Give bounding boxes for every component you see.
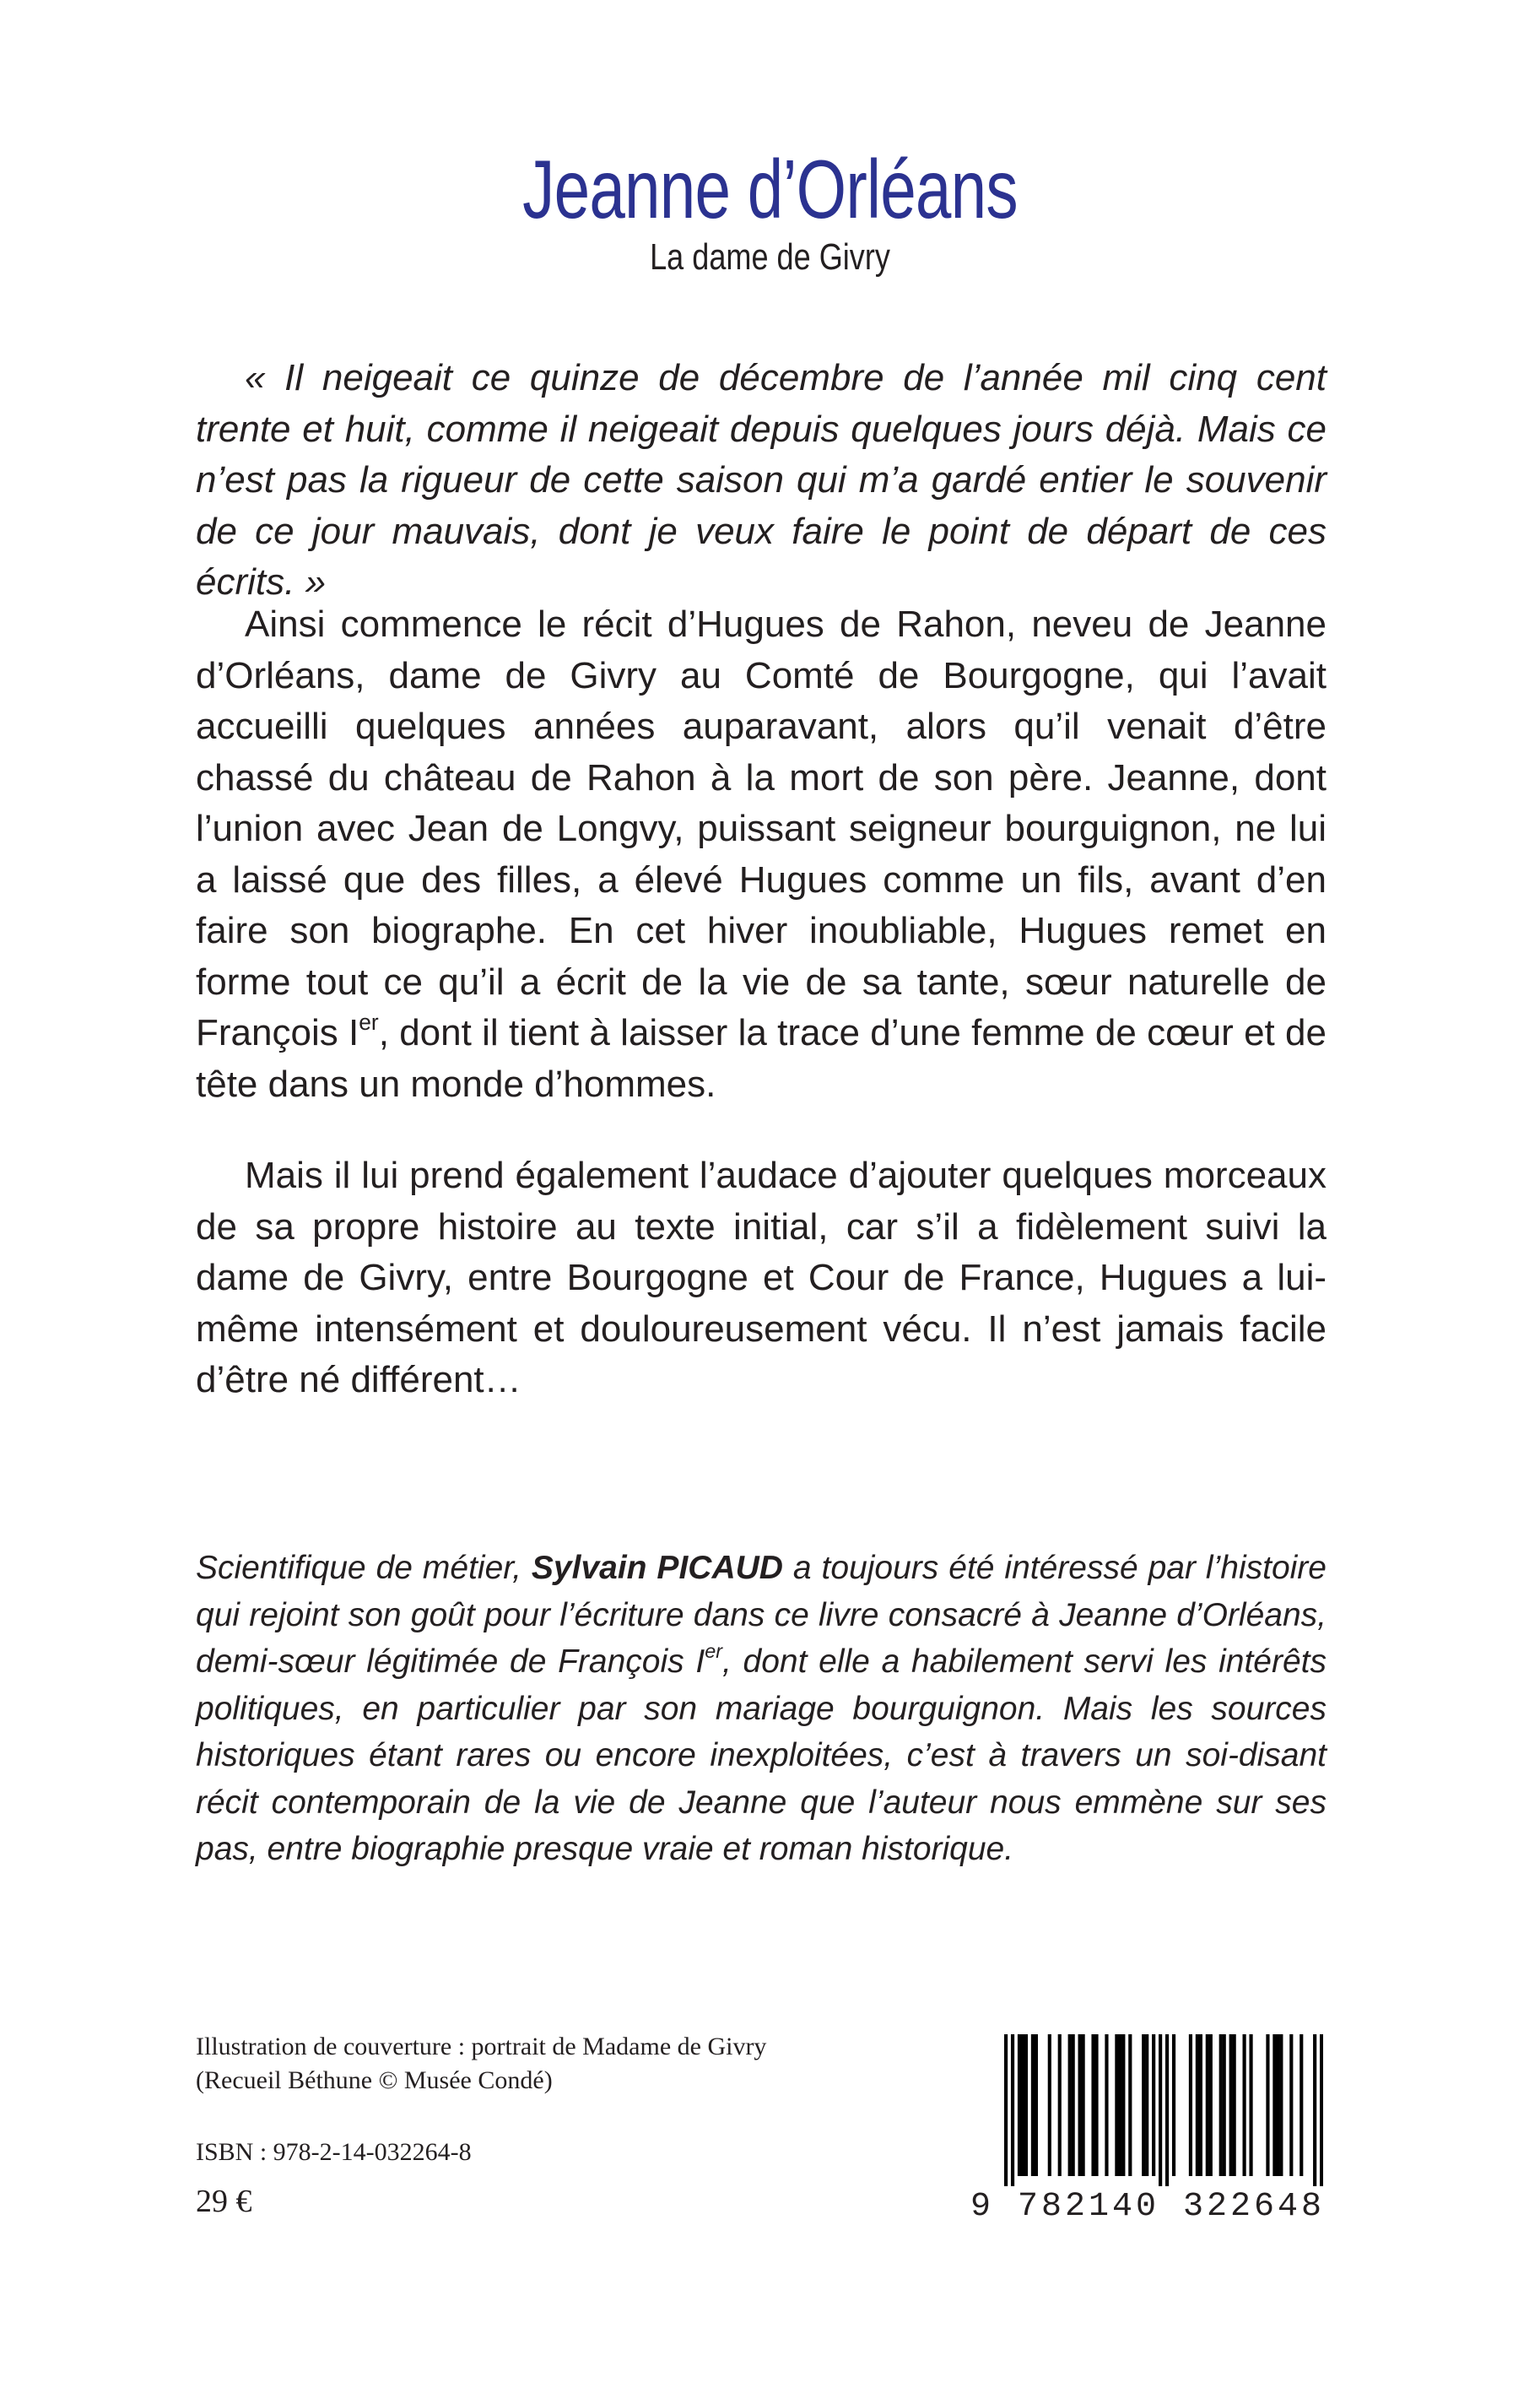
credits-line-2: (Recueil Béthune © Musée Condé) <box>196 2066 553 2094</box>
credits-line-1: Illustration de couverture : portrait de Madame de Givry <box>196 2033 767 2060</box>
barcode-bar <box>1021 2034 1024 2176</box>
author-bio <box>196 1545 1327 1873</box>
barcode-bar <box>1152 2034 1155 2176</box>
barcode-bar <box>1209 2034 1213 2176</box>
barcode-bar <box>1243 2034 1246 2176</box>
barcode-bar <box>1078 2034 1082 2176</box>
barcode-bar <box>1024 2034 1028 2176</box>
barcode <box>970 2034 1325 2228</box>
opening-quote: « Il neigeait ce quinze de décembre de l’année mil cinq cent trente et huit, comme il neigeait depuis quelques jours déjà. Mais ce n’est pas la rigueur de cette saison qui m’a gardé entier le souvenir de ce jour mauvais, dont je veux faire le point de départ de ces écrits. » <box>196 357 1327 603</box>
barcode-bar <box>1206 2034 1209 2176</box>
barcode-bar <box>1072 2034 1075 2176</box>
barcode-bar <box>1313 2034 1316 2186</box>
barcode-bar <box>1115 2034 1118 2176</box>
barcode-bar <box>1004 2034 1008 2186</box>
barcode-bar <box>1199 2034 1202 2176</box>
barcode-bar <box>1266 2034 1269 2176</box>
barcode-bar <box>1058 2034 1062 2176</box>
barcode-bar <box>1068 2034 1072 2176</box>
summary-paragraph-1 <box>196 599 1327 1110</box>
barcode-bar <box>1279 2034 1283 2176</box>
barcode-bar <box>1105 2034 1108 2176</box>
barcode-bar <box>1273 2034 1276 2176</box>
barcode-bar <box>1121 2034 1125 2176</box>
barcode-bar <box>1118 2034 1121 2176</box>
author-name: Sylvain PICAUD <box>531 1550 783 1586</box>
barcode-bar <box>1142 2034 1145 2176</box>
price: 29 € <box>196 2184 252 2219</box>
barcode-bar <box>1320 2034 1323 2186</box>
barcode-bar <box>1128 2034 1132 2176</box>
barcode-bar <box>1196 2034 1199 2176</box>
barcode-bar <box>1145 2034 1148 2176</box>
bio-text-b: a toujours été intéressé par l’histoire qui rejoint son goût pour l’écriture dans ce livre consacré à Jeanne d’Orléans, demi-sœur légitimée de François I <box>196 1550 1327 1680</box>
barcode-bar <box>1091 2034 1094 2176</box>
barcode-bar <box>1249 2034 1252 2176</box>
cover-credits <box>196 2030 766 2098</box>
book-subtitle: La dame de Givry <box>650 236 890 278</box>
book-title: Jeanne d’Orléans <box>522 143 1018 236</box>
barcode-bar <box>1094 2034 1098 2176</box>
barcode-bar <box>1159 2034 1162 2186</box>
summary-text-b: , dont il tient à laisser la trace d’une femme de cœur et de tête dans un monde d’hommes. <box>196 1012 1327 1105</box>
barcode-bars <box>1004 2034 1323 2186</box>
barcode-bar <box>1189 2034 1192 2176</box>
barcode-bar <box>1035 2034 1038 2176</box>
bio-superscript-er: er <box>705 1640 722 1662</box>
bio-text-c: , dont elle a habilement servi les intérêts politiques, en particulier par son mariage bourguignon. Mais les sources historiques étant rares ou encore inexploitées, c’est à travers un soi-disant récit contemporain de la vie de Jeanne que l’auteur nous emmène sur ses pas, entre biographie presque vraie et roman historique. <box>196 1643 1327 1867</box>
barcode-bar <box>1223 2034 1226 2176</box>
barcode-bar <box>1229 2034 1233 2176</box>
isbn: ISBN : 978-2-14-032264-8 <box>196 2138 472 2166</box>
barcode-bar <box>1018 2034 1021 2176</box>
barcode-bar <box>1289 2034 1293 2176</box>
barcode-bar <box>1219 2034 1223 2176</box>
bio-text-a: Scientifique de métier, <box>196 1550 532 1586</box>
barcode-number: 9 782140 322648 <box>970 2188 1326 2226</box>
barcode-bar <box>1082 2034 1085 2176</box>
barcode-bar <box>1165 2034 1169 2186</box>
superscript-er: er <box>359 1010 379 1035</box>
summary-text-a: Ainsi commence le récit d’Hugues de Rahon, neveu de Jeanne d’Orléans, dame de Givry au Comté de Bourgogne, qui l’avait accueilli quelques années auparavant, alors qu’il venait d’être chassé du château de Rahon à la mort de son père. Jeanne, dont l’union avec Jean de Longvy, puissant seigneur bourguignon, ne lui a laissé que des filles, a élevé Hugues comme un fils, avant d’en faire son biographe. En cet hiver inoubliable, Hugues remet en forme tout ce qu’il a écrit de la vie de sa tante, sœur naturelle de François I <box>196 604 1327 1053</box>
barcode-bar <box>1172 2034 1175 2176</box>
summary-paragraph-2: Mais il lui prend également l’audace d’ajouter quelques morceaux de sa propre histoire au texte initial, car s’il a fidèlement suivi la dame de Givry, entre Bourgogne et Cour de France, Hugues a lui-même intensément et douloureusement vécu. Il n’est jamais facile d’être né différent… <box>196 1155 1327 1400</box>
barcode-bar <box>1300 2034 1303 2176</box>
barcode-bar <box>1031 2034 1035 2176</box>
barcode-bar <box>1233 2034 1236 2176</box>
barcode-bar <box>1011 2034 1014 2186</box>
barcode-bar <box>1276 2034 1279 2176</box>
barcode-bar <box>1048 2034 1051 2176</box>
